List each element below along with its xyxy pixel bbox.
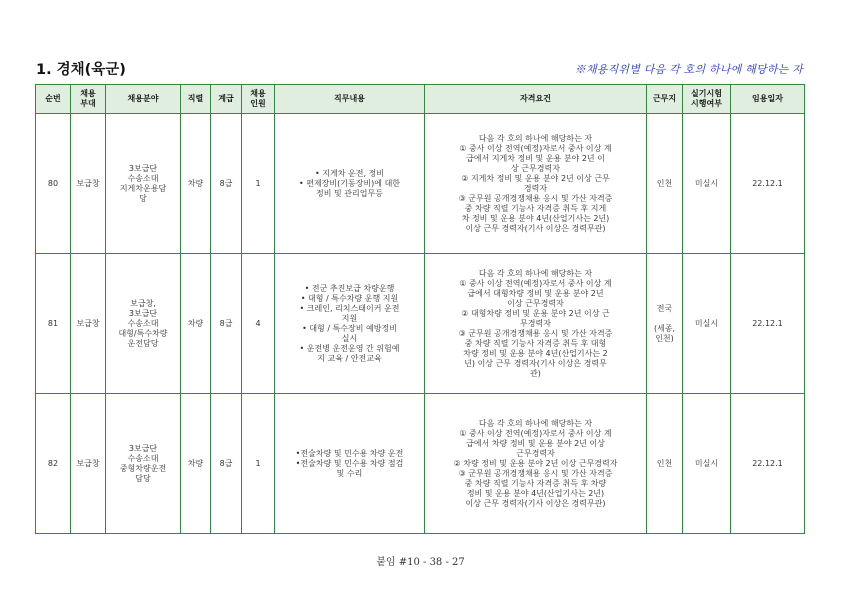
cell-grade: 8급 xyxy=(211,114,242,254)
cell-location: 전국 (세종, 인천) xyxy=(647,254,683,394)
cell-count: 1 xyxy=(242,114,275,254)
cell-count: 1 xyxy=(242,394,275,534)
col-header-series: 직렬 xyxy=(181,85,211,114)
header-note: ※채용직위별 다음 각 호의 하나에 해당하는 자 xyxy=(574,63,803,76)
cell-unit: 보급창 xyxy=(71,394,106,534)
table-header-row xyxy=(36,85,805,114)
cell-no: 80 xyxy=(36,114,71,254)
cell-date: 22.12.1 xyxy=(731,114,805,254)
col-header-duty: 직무내용 xyxy=(275,85,425,114)
recruitment-table xyxy=(35,84,805,534)
col-header-grade: 계급 xyxy=(211,85,242,114)
cell-exam: 미실시 xyxy=(683,394,731,534)
cell-exam: 미실시 xyxy=(683,254,731,394)
cell-duty: •전술차량 및 민수용 차량 운전 •전술차량 및 민수용 차량 점검 및 수리 xyxy=(275,394,425,534)
cell-series: 차량 xyxy=(181,394,211,534)
cell-duty: • 지게차 운전, 정비 • 편제장비(기동장비)에 대한 정비 및 관리업무등 xyxy=(275,114,425,254)
cell-no: 81 xyxy=(36,254,71,394)
col-header-count: 채용 인원 xyxy=(242,85,275,114)
col-header-exam: 실기시험 시행여부 xyxy=(683,85,731,114)
col-header-no: 순번 xyxy=(36,85,71,114)
cell-date: 22.12.1 xyxy=(731,394,805,534)
col-header-unit: 채용 부대 xyxy=(71,85,106,114)
cell-location: 인천 xyxy=(647,114,683,254)
cell-qualification: 다음 각 호의 하나에 해당하는 자 ① 중사 이상 전역(예정)자로서 중사 이상 계 급에서 대형차량 정비 및 운용 분야 2년 이상 근무경력자 ② 대형차량 정비 및 운용 분야 2년 이상 근 무경력자 ③ 군무원 공개경쟁채용 응시 및 가산 자격증 중 차량 직렬 기능사 자격증 취득 후 대형 차량 정비 및 운용 분야 4년(산업기사는 2 년) 이상 근무 경력자(기사 이상은 경력무 관) xyxy=(425,254,647,394)
cell-field: 보급창, 3보급단 수송소대 대형/특수차량 운전담당 xyxy=(106,254,181,394)
cell-no: 82 xyxy=(36,394,71,534)
col-header-qualification: 자격요건 xyxy=(425,85,647,114)
cell-field: 3보급단 수송소대 지게차운용담 당 xyxy=(106,114,181,254)
cell-field: 3보급단 수송소대 중형차량운전 담당 xyxy=(106,394,181,534)
page-title: 1. 경채(육군) xyxy=(36,62,126,78)
cell-duty: • 전군 추진보급 차량운행 • 대형 / 특수차량 운행 지원 • 크레인, 리치스태이커 운전 지원 • 대형 / 특수장비 예방정비 실시 • 운전병 운전운영 간 위험예 지 교육 / 안전교육 xyxy=(275,254,425,394)
cell-date: 22.12.1 xyxy=(731,254,805,394)
cell-qualification: 다음 각 호의 하나에 해당하는 자 ① 중사 이상 전역(예정)자로서 중사 이상 계 급에서 차량 정비 및 운용 분야 2년 이상 근무경력자 ② 차량 정비 및 운용 분야 2년 이상 근무경력자 ③ 군무원 공개경쟁채용 응시 및 가산 자격증 중 차량 직렬 기능사 자격증 취득 후 차량 정비 및 운용 분야 4년(산업기사는 2년) 이상 근무 경력자(기사 이상은 경력무관) xyxy=(425,394,647,534)
page-footer: 붙임 #10 - 38 - 27 xyxy=(376,557,465,568)
cell-series: 차량 xyxy=(181,114,211,254)
cell-grade: 8급 xyxy=(211,254,242,394)
cell-location: 인천 xyxy=(647,394,683,534)
cell-unit: 보급창 xyxy=(71,114,106,254)
table-row xyxy=(36,254,805,394)
col-header-location: 근무지 xyxy=(647,85,683,114)
cell-exam: 미실시 xyxy=(683,114,731,254)
cell-series: 차량 xyxy=(181,254,211,394)
table-row xyxy=(36,114,805,254)
table-row xyxy=(36,394,805,534)
cell-grade: 8급 xyxy=(211,394,242,534)
col-header-date: 임용일자 xyxy=(731,85,805,114)
cell-unit: 보급창 xyxy=(71,254,106,394)
cell-count: 4 xyxy=(242,254,275,394)
cell-qualification: 다음 각 호의 하나에 해당하는 자 ① 중사 이상 전역(예정)자로서 중사 이상 계 급에서 지게차 정비 및 운용 분야 2년 이 상 근무경력자 ② 지게차 정비 및 운용 분야 2년 이상 근무 경력자 ③ 군무원 공개경쟁채용 응시 및 가산 자격증 중 차량 직렬 기능사 자격증 취득 후 지게 차 정비 및 운용 분야 4년(산업기사는 2년) 이상 근무 경력자(기사 이상은 경력무관) xyxy=(425,114,647,254)
col-header-field: 채용분야 xyxy=(106,85,181,114)
